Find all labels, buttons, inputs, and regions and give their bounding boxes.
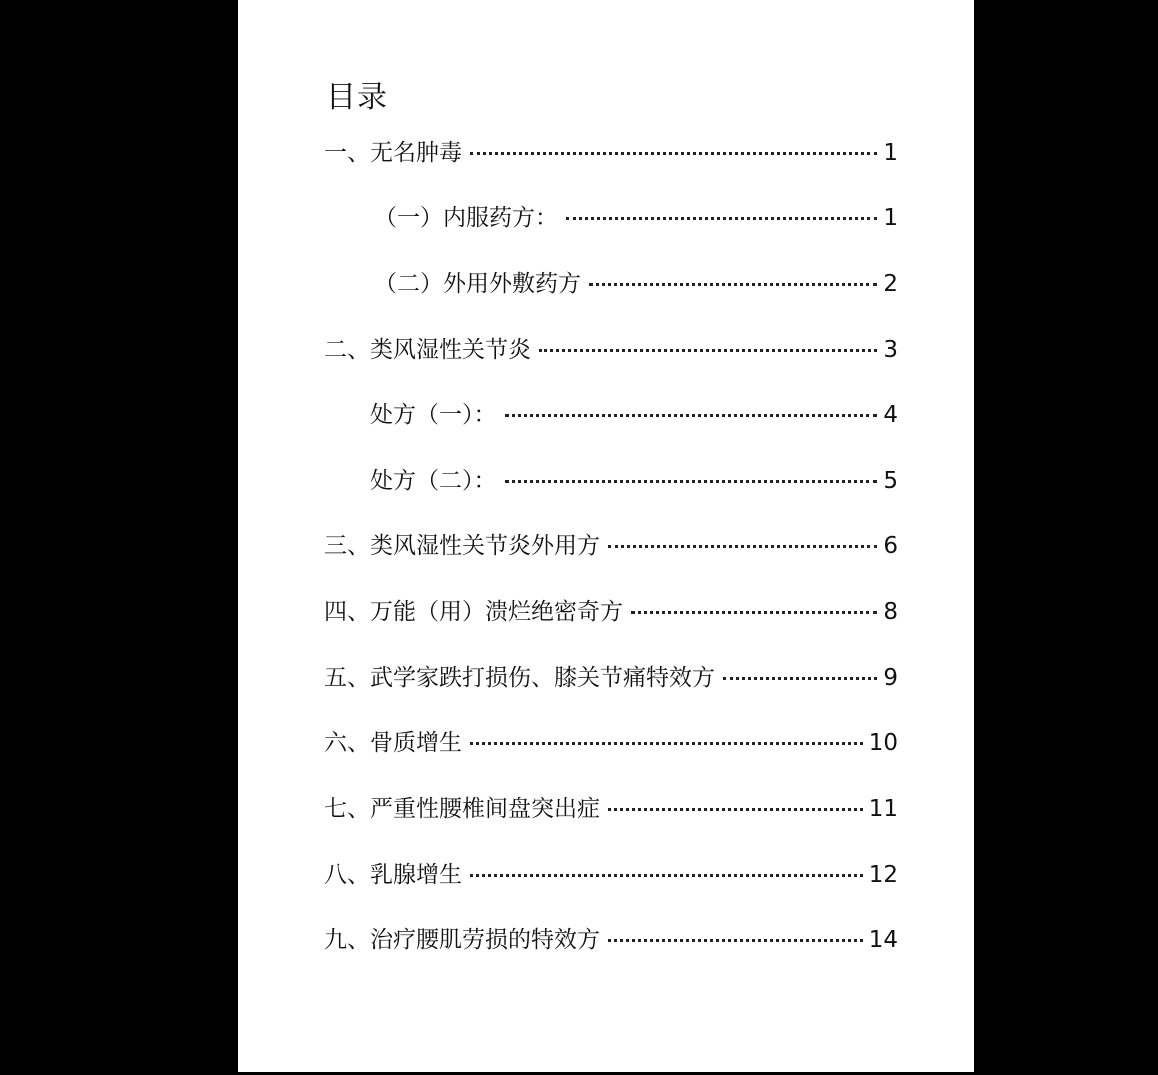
toc-entry-page: 10: [868, 730, 898, 756]
toc-entry[interactable]: [370, 462, 898, 496]
toc-entry-label: 二、类风湿性关节炎: [324, 337, 531, 363]
toc-entry[interactable]: [324, 856, 898, 890]
toc-dot-leader: [608, 808, 863, 811]
toc-entry-label: 三、类风湿性关节炎外用方: [324, 533, 600, 559]
toc-entry-label: 八、乳腺增生: [324, 862, 462, 888]
toc-entry-page: 11: [868, 796, 898, 822]
toc-entry-label: 九、治疗腰肌劳损的特效方: [324, 927, 600, 953]
toc-entry-label: 处方（二）：: [370, 468, 497, 494]
toc-entry-label: 四、万能（用）溃烂绝密奇方: [324, 599, 623, 625]
toc-entry-page: 1: [883, 205, 898, 231]
toc-entry[interactable]: [374, 199, 898, 233]
document-page: [238, 0, 974, 1072]
toc-entry-page: 9: [883, 665, 898, 691]
toc-dot-leader: [608, 939, 863, 942]
toc-entry-label: 一、无名肿毒: [324, 140, 462, 166]
toc-entry[interactable]: [324, 724, 898, 758]
toc-dot-leader: [505, 414, 878, 417]
toc-entry[interactable]: [324, 659, 898, 693]
toc-entry-page: 14: [868, 927, 898, 953]
toc-entry[interactable]: [324, 134, 898, 168]
toc-entry[interactable]: [374, 265, 898, 299]
toc-entry[interactable]: [370, 396, 898, 430]
toc-entry[interactable]: [324, 790, 898, 824]
toc-dot-leader: [566, 217, 877, 220]
toc-dot-leader: [608, 545, 877, 548]
toc-entry-label: 七、严重性腰椎间盘突出症: [324, 796, 600, 822]
toc-dot-leader: [470, 874, 863, 877]
toc-entry-label: 六、骨质增生: [324, 730, 462, 756]
toc-dot-leader: [589, 283, 877, 286]
toc-entry[interactable]: [324, 331, 898, 365]
toc-entry-label: （一）内服药方：: [374, 205, 558, 231]
toc-entry-page: 4: [883, 402, 898, 428]
toc-entry-page: 1: [883, 140, 898, 166]
toc-entry-label: 五、武学家跌打损伤、膝关节痛特效方: [324, 665, 715, 691]
toc-entry-label: （二）外用外敷药方: [374, 271, 581, 297]
toc-entry[interactable]: [324, 921, 898, 955]
toc-dot-leader: [470, 742, 863, 745]
toc-dot-leader: [723, 677, 877, 680]
toc-list: [238, 0, 974, 1072]
toc-dot-leader: [539, 349, 877, 352]
toc-entry-page: 5: [883, 468, 898, 494]
toc-entry[interactable]: [324, 593, 898, 627]
toc-entry[interactable]: [324, 527, 898, 561]
toc-entry-label: 处方（一）：: [370, 402, 497, 428]
toc-title: 目录: [326, 80, 388, 115]
toc-dot-leader: [470, 152, 877, 155]
toc-entry-page: 2: [883, 271, 898, 297]
toc-dot-leader: [505, 480, 878, 483]
toc-dot-leader: [631, 611, 877, 614]
toc-entry-page: 12: [868, 862, 898, 888]
toc-entry-page: 3: [883, 337, 898, 363]
toc-entry-page: 6: [883, 533, 898, 559]
toc-entry-page: 8: [883, 599, 898, 625]
